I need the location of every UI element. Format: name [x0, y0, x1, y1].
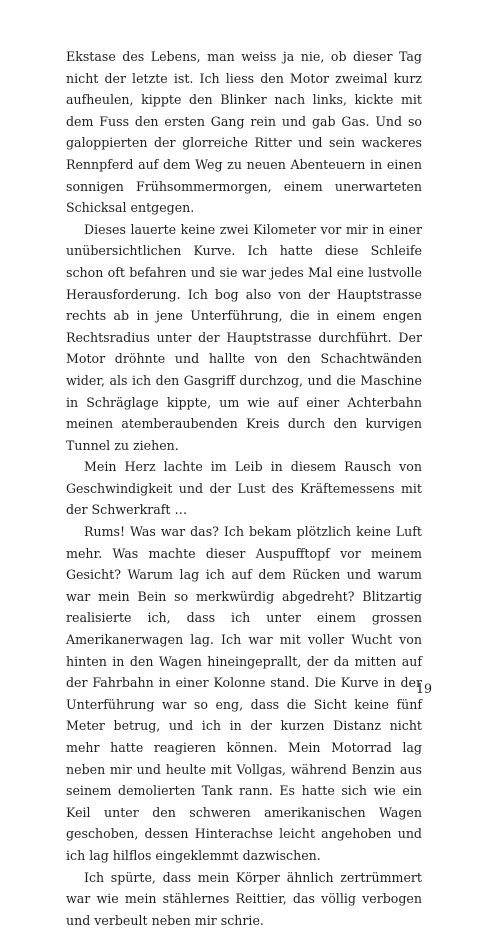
paragraph-2: Dieses lauerte keine zwei Kilometer vor mir in einer unübersichtlichen Kurve. Ich hatte diese Schleife schon oft befahren und sie war jedes Mal eine lustvolle Herausforderung. Ich bog also von der Hauptstrasse rechts ab in jene Unterführung, die in einem engen Rechtsradius unter der Hauptstrasse durchführt. Der Motor dröhnte und hallte von den Schachtwänden wider, als ich den Gasgriff durchzog, und die Maschine in Schräglage kippte, um wie auf einer Achterbahn meinen atemberaubenden Kreis durch den kurvigen Tunnel zu ziehen. — [66, 221, 422, 453]
paragraph-1: Ekstase des Lebens, man weiss ja nie, ob dieser Tag nicht der letzte ist. Ich liess den Motor zweimal kurz aufheulen, kippte den Blinker nach links, kickte mit dem Fuss den ersten Gang rein und gab Gas. Und so galoppierten der glorreiche Ritter und sein wackeres Rennpferd auf dem Weg zu neuen Abenteuern in einen sonnigen Frühsommermorgen, einem unerwarteten Schicksal entgegen. — [66, 49, 422, 216]
paragraph-4: Rums! Was war das? Ich bekam plötzlich keine Luft mehr. Was machte dieser Auspufftopf vor meinem Gesicht? Warum lag ich auf dem Rücken und warum war mein Bein so merkwürdig abgedreht? Blitzartig realisierte ich, dass ich unter einem grossen Amerikanerwagen lag. Ich war mit voller Wucht von hinten in den Wagen hineingeprallt, der da mitten auf der Fahrbahn in einer Kolonne stand. Die Kurve in der Unterführung war so eng, dass die Sicht keine fünf Meter betrug, und ich in der kurzen Distanz nicht mehr hatte reagieren können. Mein Motorrad lag neben mir und heulte mit Vollgas, während Benzin aus seinem demolierten Tank rann. Es hatte sich wie ein Keil unter den schweren amerikanischen Wagen geschoben, dessen Hinterachse leicht angehoben und ich lag hilflos eingeklemmt dazwischen. — [66, 524, 422, 863]
paragraph-5: Ich spürte, dass mein Körper ähnlich zertrümmert war wie mein stählernes Reittier, das völlig verbogen und verbeult neben mir schrie. — [66, 869, 422, 928]
body-text — [66, 46, 422, 931]
page-number: 19 — [415, 681, 432, 696]
paragraph-3: Mein Herz lachte im Leib in diesem Rausch von Geschwindigkeit und der Lust des Kräftemessens mit der Schwerkraft … — [66, 459, 422, 518]
